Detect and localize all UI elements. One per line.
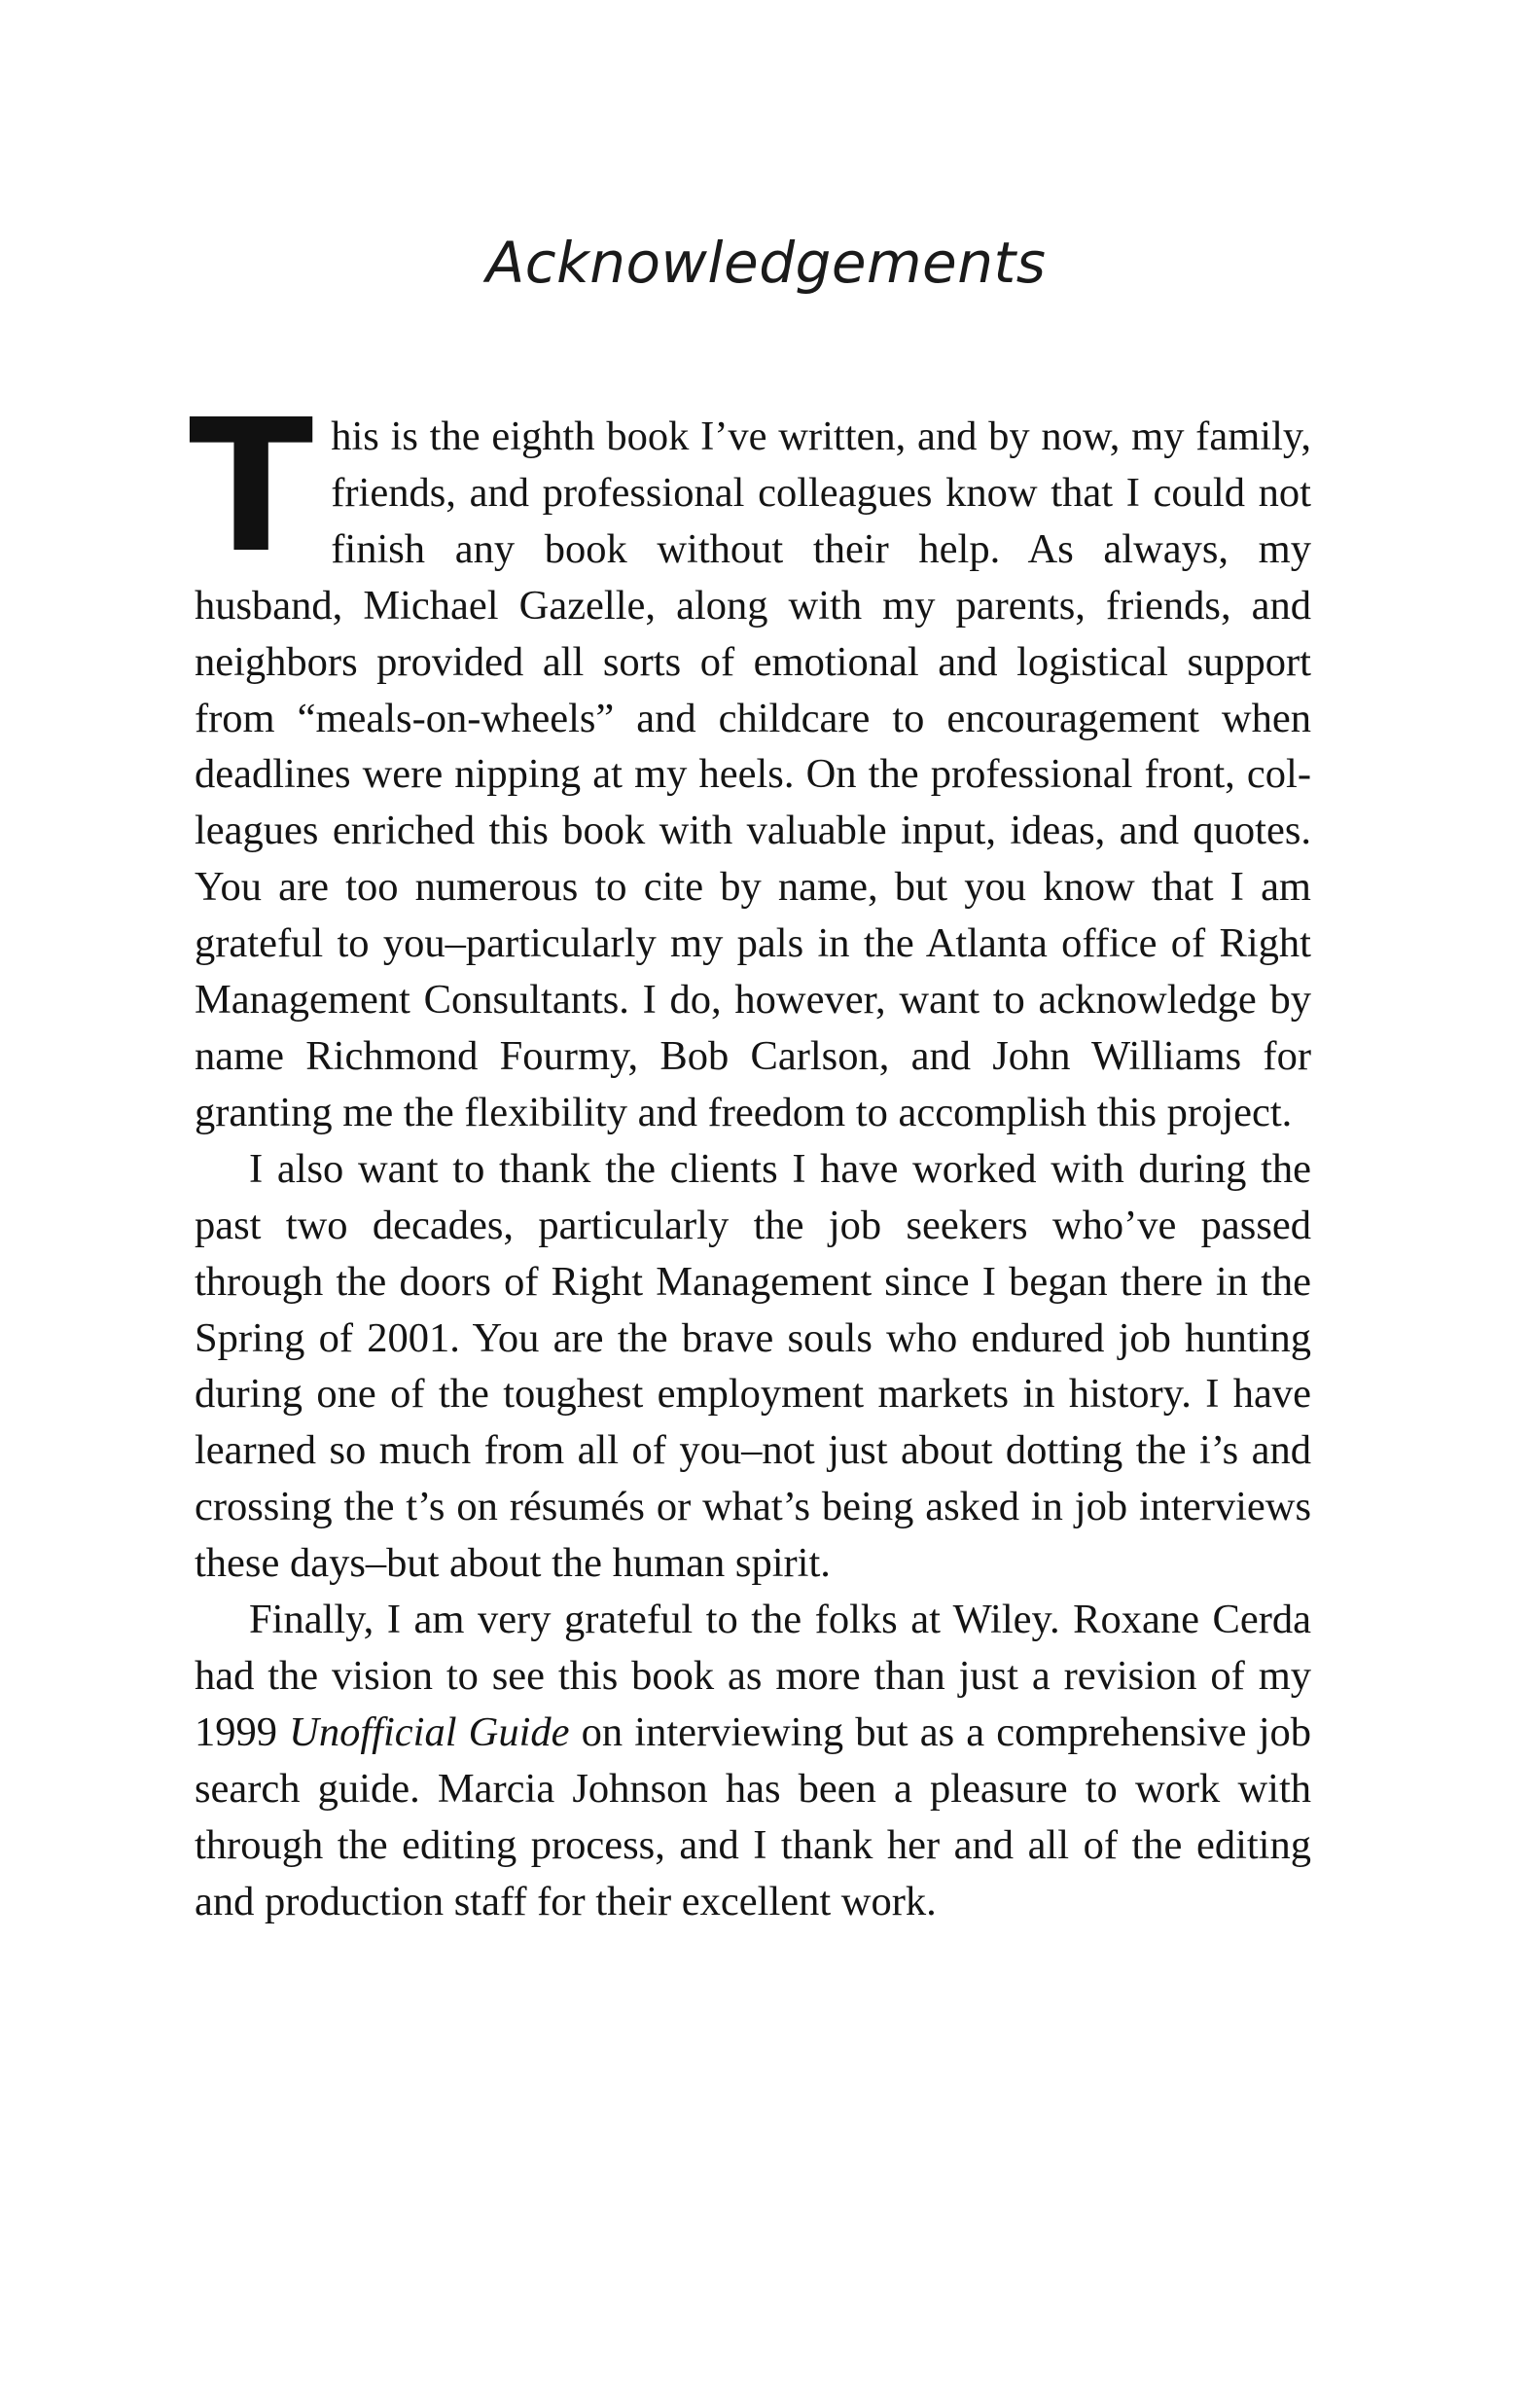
paragraph-3-text-after: on interviewing but as a comprehensive job search guide. Marcia Johnson has been a pleasure to work with through the editing process, and I thank her and all of the editing and production staff for their excellent work. (195, 1708, 1311, 1924)
drop-cap: T (189, 380, 314, 593)
paragraph-3-text-before: Finally, I am very grateful to the folks at Wiley. Roxane Cerda had the vision to see this book as more than just a revision of my 1999 (195, 1597, 1311, 1755)
paragraph-1 (189, 380, 1311, 1141)
book-title-italic: Unofficial Guide (289, 1708, 570, 1755)
page-title: Acknowledgements (485, 230, 1047, 296)
paragraph-2 (195, 1141, 1311, 1592)
body-text (189, 380, 1311, 1929)
paragraph-1-text: his is the eighth book I’ve written, and by now, my family, friends, and professional colleagues know that I could not finish any book without their help. As always, my husband, Michael Gazelle, along with my parents, friends, and neighbors provided all sorts of emotional and logistical support from “meals-on-wheels” and childcare to encouragement when deadlines were nipping at my heels. On the professional front, colleagues enriched this book with valuable input, ideas, and quotes. You are too numerous to cite by name, but you know that I am grateful to you–particularly my pals in the Atlanta office of Right Management Consultants. I do, however, want to acknowledge by name Richmond Fourmy, Bob Carlson, and John Williams for granting me the flexibility and freedom to accomplish this project. (195, 413, 1311, 1135)
paragraph-3 (195, 1592, 1311, 1929)
paragraph-2-text: I also want to thank the clients I have worked with during the past two decades, particularly the job seekers who’ve passed through the doors of Right Management since I began there in the Spring of 2001. You are the brave souls who endured job hunting during one of the toughest employment markets in history. I have learned so much from all of you–not just about dotting the i’s and crossing the t’s on résumés or what’s being asked in job interviews these days–but about the human spirit. (195, 1145, 1311, 1587)
